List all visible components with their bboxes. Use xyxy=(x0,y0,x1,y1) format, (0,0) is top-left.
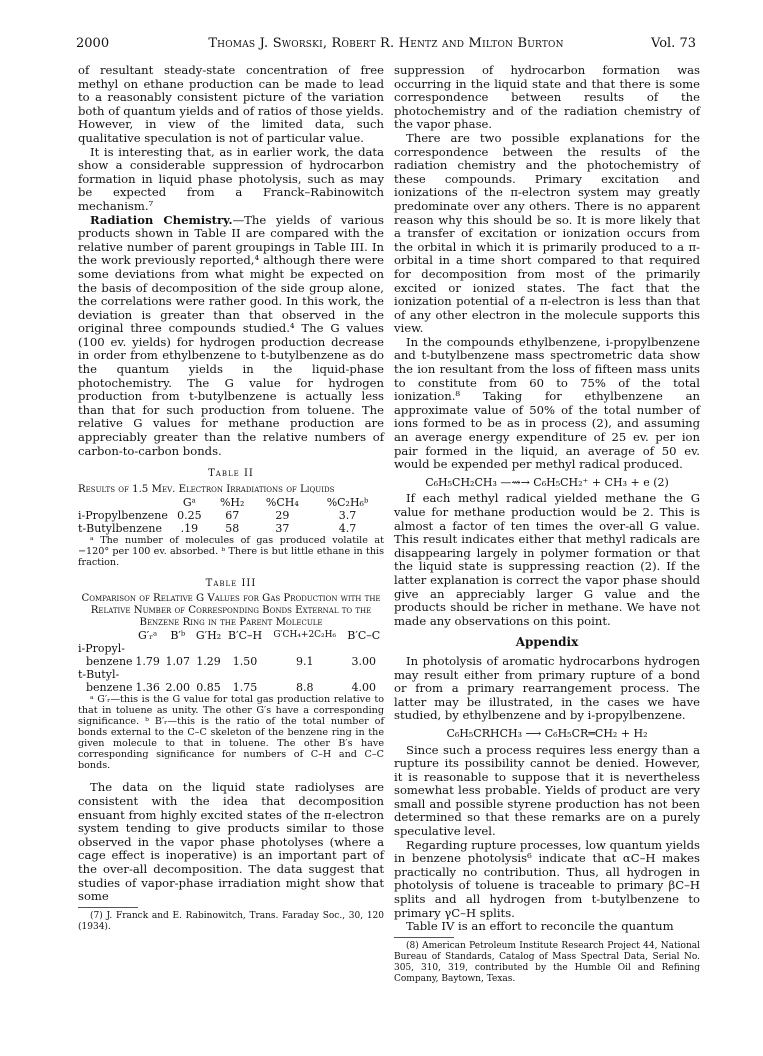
paragraph: In photolysis of aromatic hydrocarbons hydrogen may result either from primary rupture of a bond or from a primary rearrangement process. The latter may be illustrated, in the cases we have studied, by ethylbenzene and by i-propylbenzene. xyxy=(394,653,700,723)
table-cell: benzene xyxy=(86,655,133,669)
table-header-cell: %CH₄ xyxy=(265,495,299,509)
table-header-cell: Gᵃ xyxy=(182,495,196,509)
table-header-cell: G′ᵣᵃ xyxy=(137,629,158,643)
table-header-cell xyxy=(78,496,168,509)
table-cell: 29 xyxy=(275,508,290,522)
paragraph: suppression of hydrocarbon formation was occurring in the liquid state and that there is some correspondence between results of the photochemistry and of the radiation chemistry of the vapor phase. xyxy=(394,63,700,132)
paragraph: If each methyl radical yielded methane the G value for methane production would be 2. This is almost a factor of ten times the over-all G value. This result indicates either that methyl radicals are disappearing largely in polymer formation or that the liquid state is suppressing reaction (2). If the latter explanation is correct the vapor phase should give an appreciably larger G value and the products should be richer in methane. We have not made any observations on this point. xyxy=(394,491,700,628)
paragraph: In the compounds ethylbenzene, i-propylbenzene and t-butylbenzene mass spectrometric data show the ion resultant from the loss of fifteen mass units to constitute from 60 to 75% of the total ionization.⁸ Taking for ethylbenzene an approximate value of 50% of the total number of ions formed to be as in process (2), and assuming an average energy expenditure of 25 ev. per ion pair formed in the liquid, an average of 50 ev. would be expended per methyl radical produced. xyxy=(394,334,700,472)
table-cell: 8.8 xyxy=(295,681,314,695)
footnote-divider xyxy=(394,937,454,938)
equation-3: C₆H₅CRHCH₃ ⟶ C₆H₅CR═CH₂ + H₂ xyxy=(446,726,648,740)
table-2-number: Table II xyxy=(208,468,254,480)
table-2-caption: Results of 1.5 Mev. Electron Irradiations of Liquids xyxy=(78,483,335,495)
table-cell: 1.29 xyxy=(196,655,221,669)
table-cell: 1.79 xyxy=(135,655,160,669)
left-column xyxy=(78,64,384,933)
paragraph: Regarding rupture processes, low quantum yields in benzene photolysis⁶ indicate that αC–H makes practically no contribution. Thus, all hydrogen in photolysis of toluene is traceable to primary βC–H splits and all hydrogen from t-butylbenzene to primary γC–H splits. xyxy=(394,837,700,920)
table-cell: i-Propyl- xyxy=(78,642,126,656)
table-3 xyxy=(78,629,384,694)
table-cell: 1.36 xyxy=(135,681,160,695)
table-header-cell: %C₂H₆ᵇ xyxy=(326,495,369,509)
table-header-row xyxy=(78,496,384,509)
paragraph: There are two possible explanations for the correspondence between the results of the radiation chemistry and the photochemistry of these compounds. Primary excitation and ionizations of the π-electron system may greatly predominate over any others. There is no apparent reason why this should be so. It is more likely that a transfer of excitation or ionization occurs from the orbital in which it is primarily produced to a π-orbital in a time short compared to that required for decomposition from most of the primarily excited or ionized states. The fact that the ionization potential of a π-electron is less than that of any other electron in the molecule supports this view. xyxy=(394,130,700,336)
section-heading: Radiation Chemistry. xyxy=(90,212,233,227)
table-2-note: ᵃ The number of molecules of gas produced volatile at −120° per 100 ev. absorbed. ᵇ There is but little ethane in this fraction. xyxy=(78,534,384,568)
table-header-cell: %H₂ xyxy=(219,495,245,509)
table-row xyxy=(78,655,384,668)
table-cell: i-Propylbenzene xyxy=(78,508,168,522)
right-column xyxy=(394,64,700,985)
running-header xyxy=(76,36,696,56)
table-cell: 67 xyxy=(225,508,240,522)
volume-label: Vol. 73 xyxy=(651,36,696,51)
table-cell: 3.00 xyxy=(351,655,376,669)
table-header-cell: G′CH₄+2C₂H₆ xyxy=(273,630,337,641)
running-authors: Thomas J. Sworski, Robert R. Hentz and Milton Burton xyxy=(208,36,564,51)
paragraph: It is interesting that, as in earlier work, the data show a considerable suppression of hydrocarbon formation in liquid phase photolysis, such as may be expected from a Franck–Rabinowitch mechanism.⁷ xyxy=(78,144,384,213)
table-cell: 37 xyxy=(275,521,290,535)
footnote-divider xyxy=(78,907,138,908)
table-row xyxy=(78,509,384,522)
table-cell: 4.7 xyxy=(338,521,357,535)
table-header-cell: G′H₂ xyxy=(195,629,222,643)
table-cell: benzene xyxy=(86,681,133,695)
table-cell: .19 xyxy=(180,521,199,535)
table-cell: 1.75 xyxy=(232,681,258,695)
appendix-heading: Appendix xyxy=(515,635,579,650)
table-header-cell: B′C–C xyxy=(347,629,381,643)
table-cell: 3.7 xyxy=(338,508,357,522)
table-cell: 1.07 xyxy=(165,655,191,669)
table-cell: 0.25 xyxy=(177,508,202,522)
page-number: 2000 xyxy=(76,36,110,51)
table-3-note: ᵃ G′ᵣ—this is the G value for total gas production relative to that in toluene as unity. The other G′s have a corresponding significance. ᵇ B′ᵣ—this is the ratio of the total number of bonds external to the C–C skeleton of the benzene ring in the given molecule to that in toluene. The other B′s have corresponding significance for numbers of C–H and C–C bonds. xyxy=(78,694,384,772)
table-header-cell: B′C–H xyxy=(228,629,263,643)
table-header-cell xyxy=(78,629,133,642)
paragraph: Table IV is an effort to reconcile the quantum xyxy=(406,919,674,934)
table-header-row xyxy=(78,629,384,642)
table-cell: 9.1 xyxy=(295,655,314,669)
table-row xyxy=(78,668,384,681)
table-cell: 4.00 xyxy=(351,681,376,695)
table-cell: t-Butyl- xyxy=(78,668,120,682)
table-cell: 1.50 xyxy=(232,655,258,669)
paragraph: of resultant steady-state concentration of free methyl on ethane production can be made to lead to a reasonably consistent picture of the variation both of quantum yields and of ratios of those yields. However, in view of the limited data, such qualitative speculation is not of particular value. xyxy=(78,63,384,145)
table-2 xyxy=(78,496,384,535)
table-row xyxy=(78,642,384,655)
paragraph-text: —The yields of various products shown in Table II are compared with the relative number of parent groupings in Table III. In the work previously reported,⁴ although there were some deviations from what might be expected on the basis of decomposition of the side group alone, the correlations were rather good. In this work, the deviation is greater than that observed in the original three compounds studied.⁴ The G values (100 ev. yields) for hydrogen production decrease in order from ethylbenzene to t-butylbenzene as do the quantum yields in the liquid-phase photochemistry. The G value for hydrogen production from t-butylbenzene is actually less than that for such production from toluene. The relative G values for methane production are appreciably greater than the relative numbers of carbon-to-carbon bonds. xyxy=(78,212,384,458)
paragraph: Since such a process requires less energy than a rupture its possibility cannot be denied. However, it is reasonable to suppose that it is nevertheless somewhat less probable. Yields of product are very small and possible styrene production has not been determined so that these remarks are on a purely speculative level. xyxy=(394,742,700,839)
table-cell: 58 xyxy=(225,521,240,535)
table-header-cell: B′ᵇ xyxy=(170,629,186,643)
table-3-number: Table III xyxy=(205,577,257,589)
footnote-7: (7) J. Franck and E. Rabinowitch, Trans. Faraday Soc., 30, 120 (1934). xyxy=(78,910,384,932)
footnote-8: (8) American Petroleum Institute Research Project 44, National Bureau of Standards, Catalog of Mass Spectral Data, Serial No. 305, 310, 319, contributed by the Humble Oil and Refining Company, Baytown, Texas. xyxy=(394,940,700,984)
table-cell: 2.00 xyxy=(165,681,191,695)
paragraph xyxy=(78,214,384,459)
equation-2: C₆H₅CH₂CH₃ —⇝→ C₆H₅CH₂⁺ + CH₃ + e (2) xyxy=(425,475,669,489)
table-cell: 0.85 xyxy=(196,681,221,695)
table-row xyxy=(78,522,384,535)
table-row xyxy=(78,681,384,694)
table-3-caption: Comparison of Relative G Values for Gas Production with the Relative Number of Corresponding Bonds External to the Benzene Ring in the Parent Molecule xyxy=(81,593,381,629)
table-cell: t-Butylbenzene xyxy=(78,521,162,535)
paragraph: The data on the liquid state radiolyses are consistent with the idea that decomposition ensuant from highly excited states of the π-electron system tending to give products similar to those observed in the vapor phase photolyses (where a cage effect is inoperative) is an important part of the over-all decomposition. The data suggest that studies of vapor-phase irradiation might show that some xyxy=(78,780,384,904)
